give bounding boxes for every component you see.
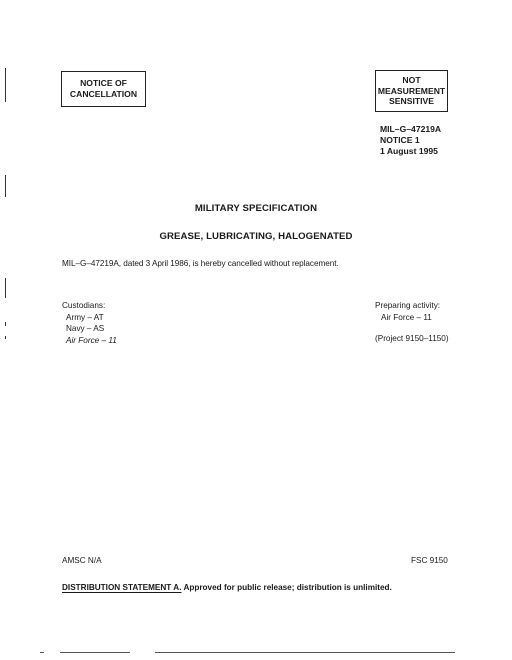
custodians-block [62, 300, 117, 346]
custodians-label: Custodians: [62, 301, 106, 310]
notice-box-line: CANCELLATION [69, 89, 138, 99]
document-number: MIL–G–47219A [380, 124, 442, 134]
spec-type-heading: MILITARY SPECIFICATION [194, 203, 318, 214]
document-identifier [380, 124, 441, 156]
fsc-code: FSC 9150 [411, 556, 448, 565]
bottom-mark [40, 652, 44, 653]
notice-box-line: NOTICE OF [80, 78, 127, 88]
not-measurement-sensitive-box [375, 70, 448, 112]
preparing-activity-label: Preparing activity: [375, 301, 441, 310]
amsc-code: AMSC N/A [62, 556, 102, 565]
margin-mark [5, 175, 6, 197]
project-number: (Project 9150–1150) [375, 334, 449, 343]
margin-mark [5, 278, 6, 298]
margin-mark [5, 336, 6, 339]
measurement-box-line: NOT [402, 75, 421, 86]
bottom-rule [60, 652, 130, 653]
custodian-entry: Navy – AS [66, 324, 105, 333]
notice-date: 1 August 1995 [380, 145, 438, 156]
bottom-rule [155, 652, 455, 653]
custodian-entry: Army – AT [66, 312, 104, 322]
margin-mark [5, 322, 6, 326]
distribution-text: Approved for public release; distribution is unlimited. [183, 583, 392, 592]
measurement-box-line: SENSITIVE [389, 96, 434, 107]
custodian-entry: Air Force – 11 [66, 335, 117, 345]
notice-number: NOTICE 1 [380, 134, 420, 145]
distribution-statement [62, 583, 392, 592]
preparing-activity-entry: Air Force – 11 [381, 312, 432, 322]
spec-title-heading: GREASE, LUBRICATING, HALOGENATED [159, 231, 353, 242]
margin-mark [5, 68, 6, 102]
distribution-lead: DISTRIBUTION STATEMENT A. [62, 583, 182, 592]
measurement-box-line: MEASUREMENT [377, 85, 446, 96]
preparing-activity-block [375, 300, 449, 345]
notice-of-cancellation-box [61, 71, 146, 107]
cancellation-statement: MIL–G–47219A, dated 3 April 1986, is hereby cancelled without replacement. [62, 259, 339, 268]
